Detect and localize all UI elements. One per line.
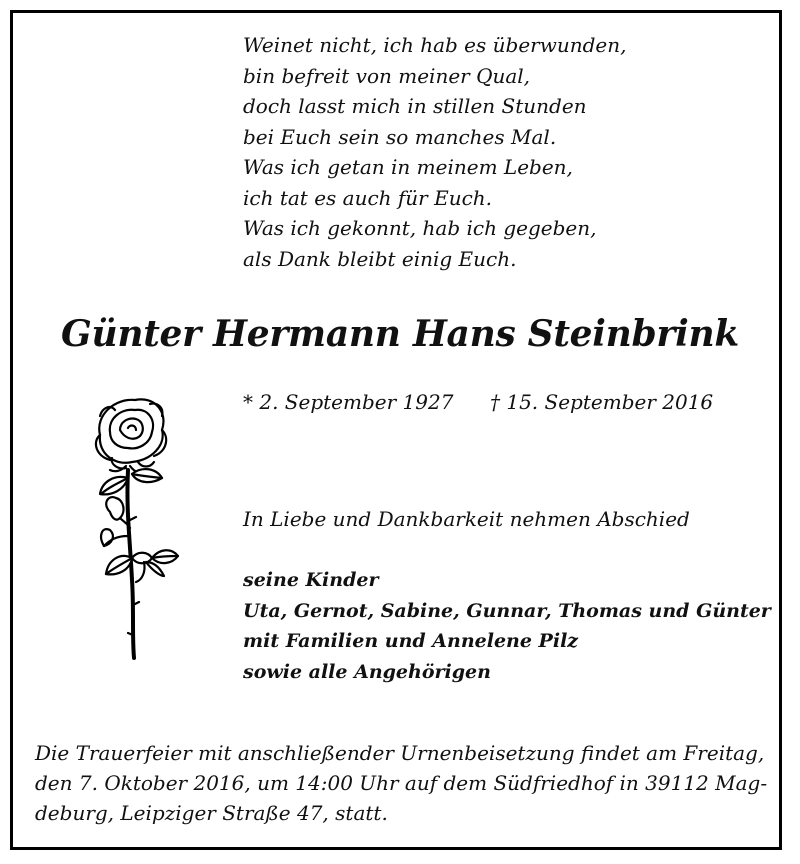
rose-icon xyxy=(70,390,190,665)
mourner-line: seine Kinder xyxy=(243,569,379,591)
deceased-name: Günter Hermann Hans Steinbrink xyxy=(61,313,739,355)
poem-line: bin befreit von meiner Qual, xyxy=(243,63,531,88)
poem-line: bei Euch sein so manches Mal. xyxy=(243,124,557,149)
poem xyxy=(243,30,626,274)
funeral-notice-line: deburg, Leipziger Straße 47, statt. xyxy=(35,801,388,825)
poem-line: als Dank bleibt einig Euch. xyxy=(243,246,517,271)
poem-line: Was ich gekonnt, hab ich gegeben, xyxy=(243,216,597,240)
mourners-list xyxy=(243,565,771,687)
death-date: † 15. September 2016 xyxy=(490,390,714,414)
poem-line: doch lasst mich in stillen Stunden xyxy=(243,94,587,118)
poem-line: Weinet nicht, ich hab es überwunden, xyxy=(243,33,627,57)
mourner-line: Uta, Gernot, Sabine, Gunnar, Thomas und Günter xyxy=(243,599,771,622)
funeral-notice xyxy=(35,738,767,828)
mourner-line: sowie alle Angehörigen xyxy=(243,660,491,683)
funeral-notice-line: den 7. Oktober 2016, um 14:00 Uhr auf dem Südfriedhof in 39112 Mag- xyxy=(35,771,768,795)
funeral-notice-line: Die Trauerfeier mit anschließender Urnenbeisetzung findet am Freitag, xyxy=(35,741,765,765)
birth-date: * 2. September 1927 xyxy=(243,390,454,414)
farewell-text: In Liebe und Dankbarkeit nehmen Abschied xyxy=(243,507,690,531)
poem-line: ich tat es auch für Euch. xyxy=(243,185,493,210)
mourner-line: mit Familien und Annelene Pilz xyxy=(243,630,579,652)
poem-line: Was ich getan in meinem Leben, xyxy=(243,155,573,179)
